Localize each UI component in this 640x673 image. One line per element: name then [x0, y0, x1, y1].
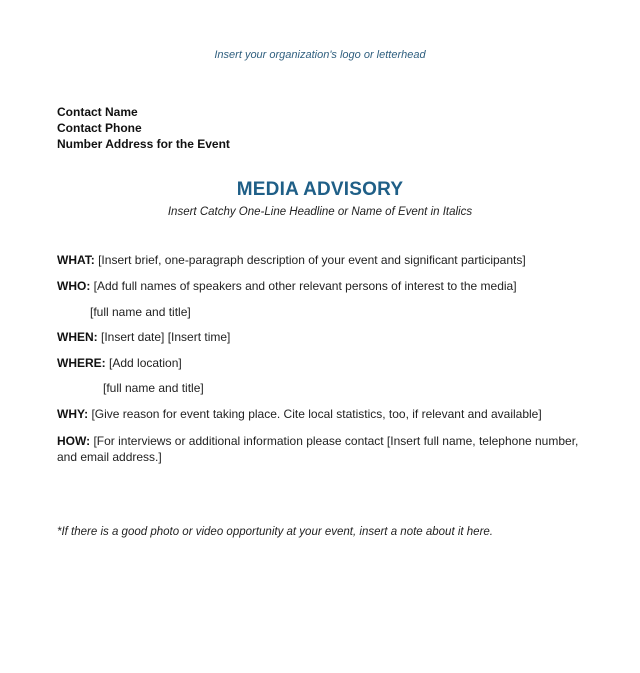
when-text: [Insert date] [Insert time]: [97, 330, 231, 344]
when-label: WHEN:: [57, 330, 98, 344]
what-text: [Insert brief, one-paragraph description of your event and significant participants]: [94, 253, 526, 267]
when-item: [57, 330, 587, 345]
where-subitem: [full name and title]: [103, 381, 204, 395]
contact-block: [57, 104, 230, 152]
where-item: [57, 356, 587, 371]
why-label: WHY:: [57, 407, 89, 421]
contact-name: Contact Name: [57, 105, 138, 119]
who-subitem: [full name and title]: [90, 305, 191, 319]
how-text: [For interviews or additional information please contact [Insert full name, telephone number, and email address.]: [57, 434, 579, 464]
who-item: [57, 279, 587, 294]
where-text: [Add location]: [105, 356, 182, 370]
event-address: Number Address for the Event: [57, 137, 230, 151]
who-label: WHO:: [57, 279, 91, 293]
photo-opportunity-note: *If there is a good photo or video opportunity at your event, insert a note about it here.: [57, 526, 494, 538]
what-item: [57, 253, 587, 268]
page-title: MEDIA ADVISORY: [236, 179, 404, 200]
what-label: WHAT:: [57, 253, 95, 267]
why-item: [57, 407, 587, 422]
page-subtitle: Insert Catchy One-Line Headline or Name of Event in Italics: [167, 206, 473, 218]
how-label: HOW:: [57, 434, 91, 448]
how-item: [57, 433, 587, 465]
contact-phone: Contact Phone: [57, 121, 142, 135]
letterhead-placeholder: Insert your organization's logo or letterhead: [214, 49, 426, 61]
where-label: WHERE:: [57, 356, 106, 370]
who-text: [Add full names of speakers and other relevant persons of interest to the media]: [90, 279, 517, 293]
why-text: [Give reason for event taking place. Cite local statistics, too, if relevant and available]: [88, 407, 542, 421]
